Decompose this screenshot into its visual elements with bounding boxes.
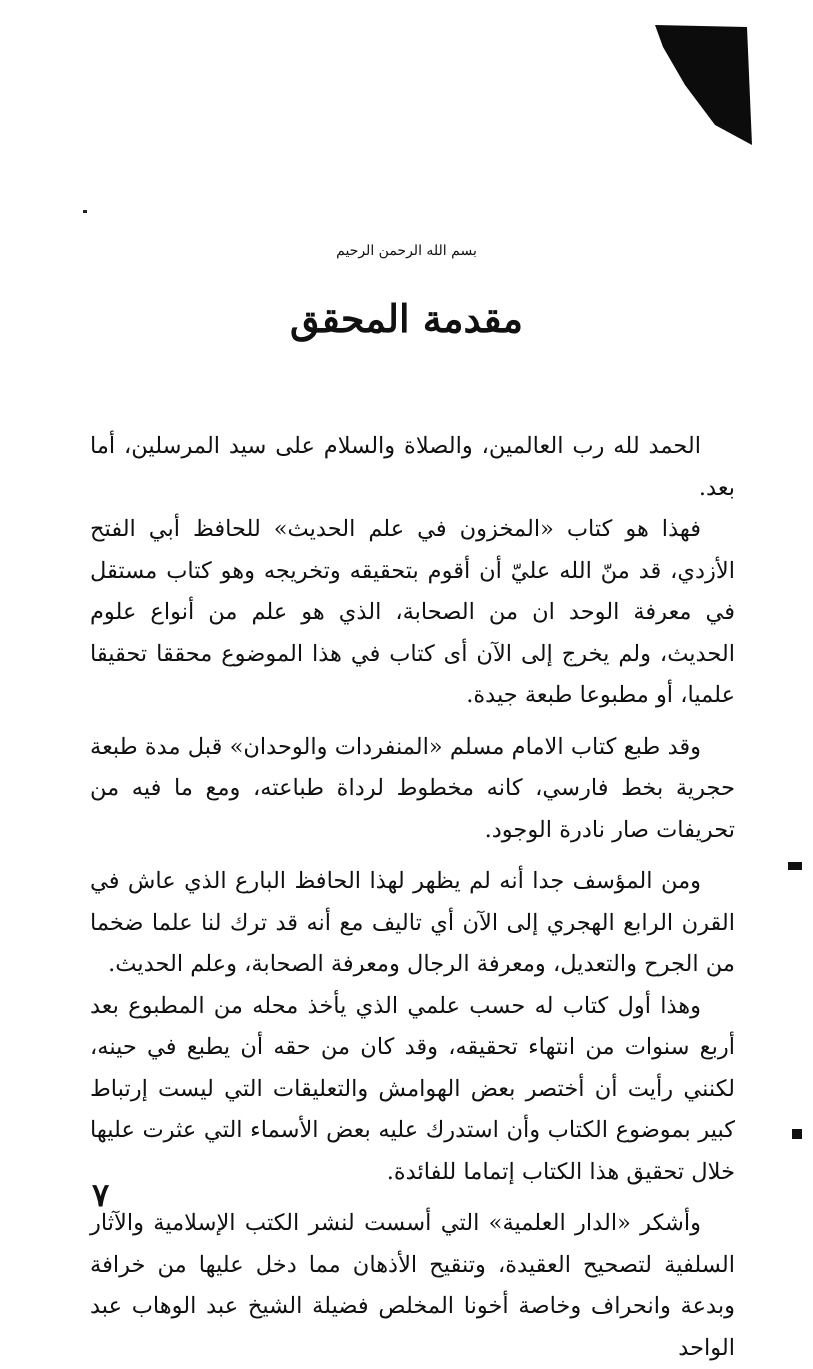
paragraph: الحمد لله رب العالمين، والصلاة والسلام على سيد المرسلين، أما بعد. [90, 433, 735, 501]
paragraph: ومن المؤسف جدا أنه لم يظهر لهذا الحافظ البارع الذي عاش في القرن الرابع الهجري إلى الآن أي تاليف مع أنه قد ترك لنا علما ضخما من الجرح والتعديل، ومعرفة الرجال ومعرفة الصحابة، وعلم الحديث. [90, 868, 735, 977]
body-text [90, 426, 735, 1369]
bismillah-heading: بسم الله الرحمن الرحيم [336, 243, 477, 259]
scan-speck [83, 210, 87, 213]
page-number: ٧ [92, 1176, 110, 1214]
paragraph: وأشكر «الدار العلمية» التي أسست لنشر الكتب الإسلامية والآثار السلفية لتصحيح العقيدة، وتنقيح الأذهان مما دخل عليها من خرافة وبدعة وانحراف وخاصة أخونا المخلص فضيلة الشيخ عبد الوهاب عبد الواحد [90, 1210, 735, 1361]
paragraph: وهذا أول كتاب له حسب علمي الذي يأخذ محله من المطبوع بعد أربع سنوات من انتهاء تحقيقه، وقد كان من حقه أن يطبع في حينه، لكنني رأيت أن أختصر بعض الهوامش والتعليقات التي ليست إرتباط كبير بموضوع الكتاب وأن استدرك عليه بعض الأسماء التي عثرت عليها خلال تحقيق هذا الكتاب إتماما للفائدة. [90, 992, 735, 1185]
margin-mark [792, 1129, 802, 1139]
corner-fold-mark [655, 25, 753, 147]
margin-mark [788, 862, 802, 870]
page-title: مقدمة المحقق [289, 296, 524, 341]
paragraph: فهذا هو كتاب «المخزون في علم الحديث» للحافظ أبي الفتح الأزدي، قد منّ الله عليّ أن أقوم بتحقيقه وتخريجه وهو كتاب مستقل في معرفة الوحد ان من الصحابة، الذي هو علم من أنواع علوم الحديث، ولم يخرج إلى الآن أى كتاب في هذا الموضوع محققا تحقيقا علميا، أو مطبوعا طبعة جيدة. [90, 516, 735, 708]
paragraph: وقد طبع كتاب الامام مسلم «المنفردات والوحدان» قبل مدة طبعة حجرية بخط فارسي، كانه مخطوط لرداة طباعته، ومع ما فيه من تحريفات صار نادرة الوجود. [90, 733, 735, 843]
